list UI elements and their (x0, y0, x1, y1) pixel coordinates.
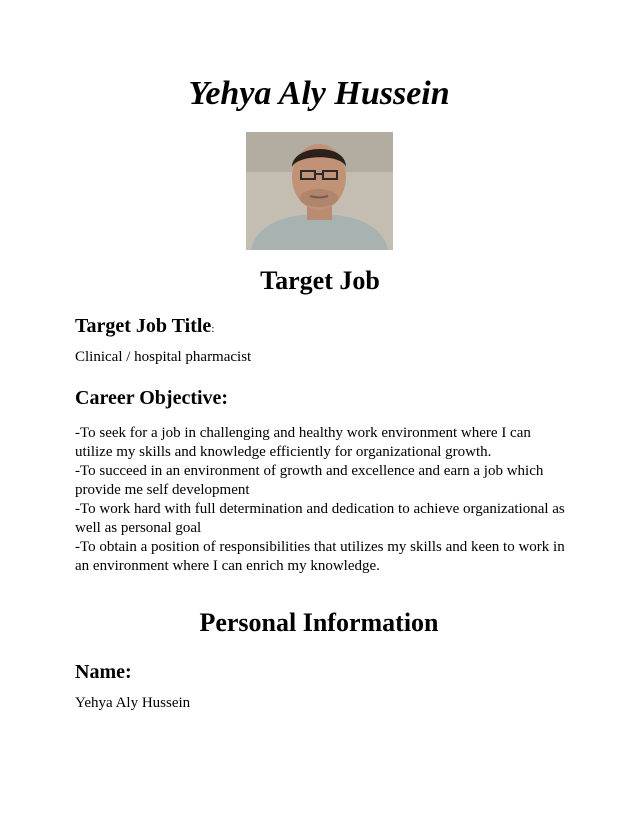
target-job-heading: Target Job (260, 266, 380, 295)
profile-photo (246, 132, 393, 250)
objective-item: -To seek for a job in challenging and healthy work environment where I can utilize my skills and knowledge efficiently for organizational growth. (75, 425, 531, 460)
portrait-photo-icon (246, 132, 393, 250)
personal-information-heading: Personal Information (199, 608, 439, 637)
career-objective-label: Career Objective: (75, 387, 229, 409)
target-job-title-colon: : (211, 323, 215, 335)
objective-item: -To obtain a position of responsibilities that utilizes my skills and keen to work in an environment where I can enrich my knowledge. (75, 539, 565, 574)
objective-item: -To succeed in an environment of growth and excellence and earn a job which provide me self development (75, 463, 544, 498)
name-label: Name: (75, 661, 132, 683)
objective-item: -To work hard with full determination and dedication to achieve organizational as well as personal goal (75, 501, 565, 536)
target-job-title-label (75, 314, 214, 341)
name-value: Yehya Aly Hussein (75, 695, 191, 711)
candidate-name: Yehya Aly Hussein (188, 75, 450, 112)
target-job-title-label-text: Target Job Title (75, 315, 212, 337)
target-job-title-value: Clinical / hospital pharmacist (75, 349, 252, 365)
career-objective-list (75, 424, 565, 576)
